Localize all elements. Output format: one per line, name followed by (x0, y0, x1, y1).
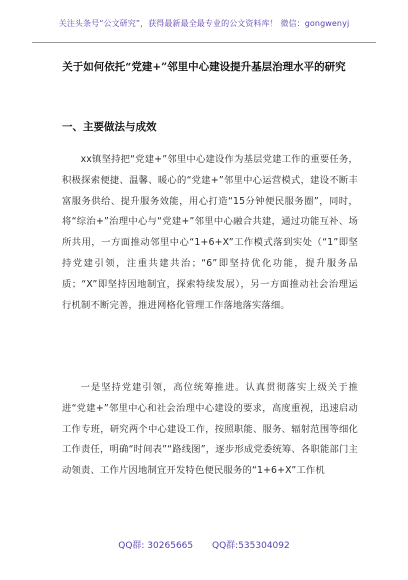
document-title: 关于如何依托“党建+”邻里中心建设提升基层治理水平的研究 (62, 61, 346, 73)
section-heading: 一、主要做法与成效 (62, 121, 157, 133)
footer-qq-group-1: QQ群: 30265665 (118, 541, 194, 551)
header-divider (32, 42, 376, 43)
paragraph-2: 一是坚持党建引领，高位统筹推进。认真贯彻落实上级关于推进“党建+”邻里中心和社会治理中心建设的要求，高度重视，迅速启动工作专班，研究两个中心建设工作，按照职能、服务、辐射范围等细化工作责任，明确“时间表”“路线图”，逐步形成党委统筹、各职能部门主动领责、工作片因地制宜开发特色便民服务的“1+6+X”工作机 (62, 382, 358, 477)
paragraph-1: xx镇坚持把“党建+”邻里中心建设作为基层党建工作的重要任务，积极探索便捷、温馨、暖心的“党建+”邻里中心运营模式，建设不断丰富服务供给、提升服务效能，用心打造“15分钟便民服务圈”，同时，将“综治+”治理中心与“党建+”邻里中心融合共建，通过功能互补、场所共用，一方面推动邻里中心“1+6+X”工作模式落到实处（“1”即坚持党建引领，注重共建共治；“6”即坚持优化功能，提升服务品质；“X”即坚持因地制宜，探索特续发展），另一方面推动社会治理运行机制不断完善，推进网格化管理工作落地落实落细。 (62, 154, 358, 311)
footer-qq-group-2: QQ群:535304092 (212, 541, 290, 551)
header-notice: 关注头条号“公文研究”，获得最新最全最专业的公文资料库！ 微信：gongwenyj (58, 19, 350, 28)
footer (0, 538, 408, 551)
